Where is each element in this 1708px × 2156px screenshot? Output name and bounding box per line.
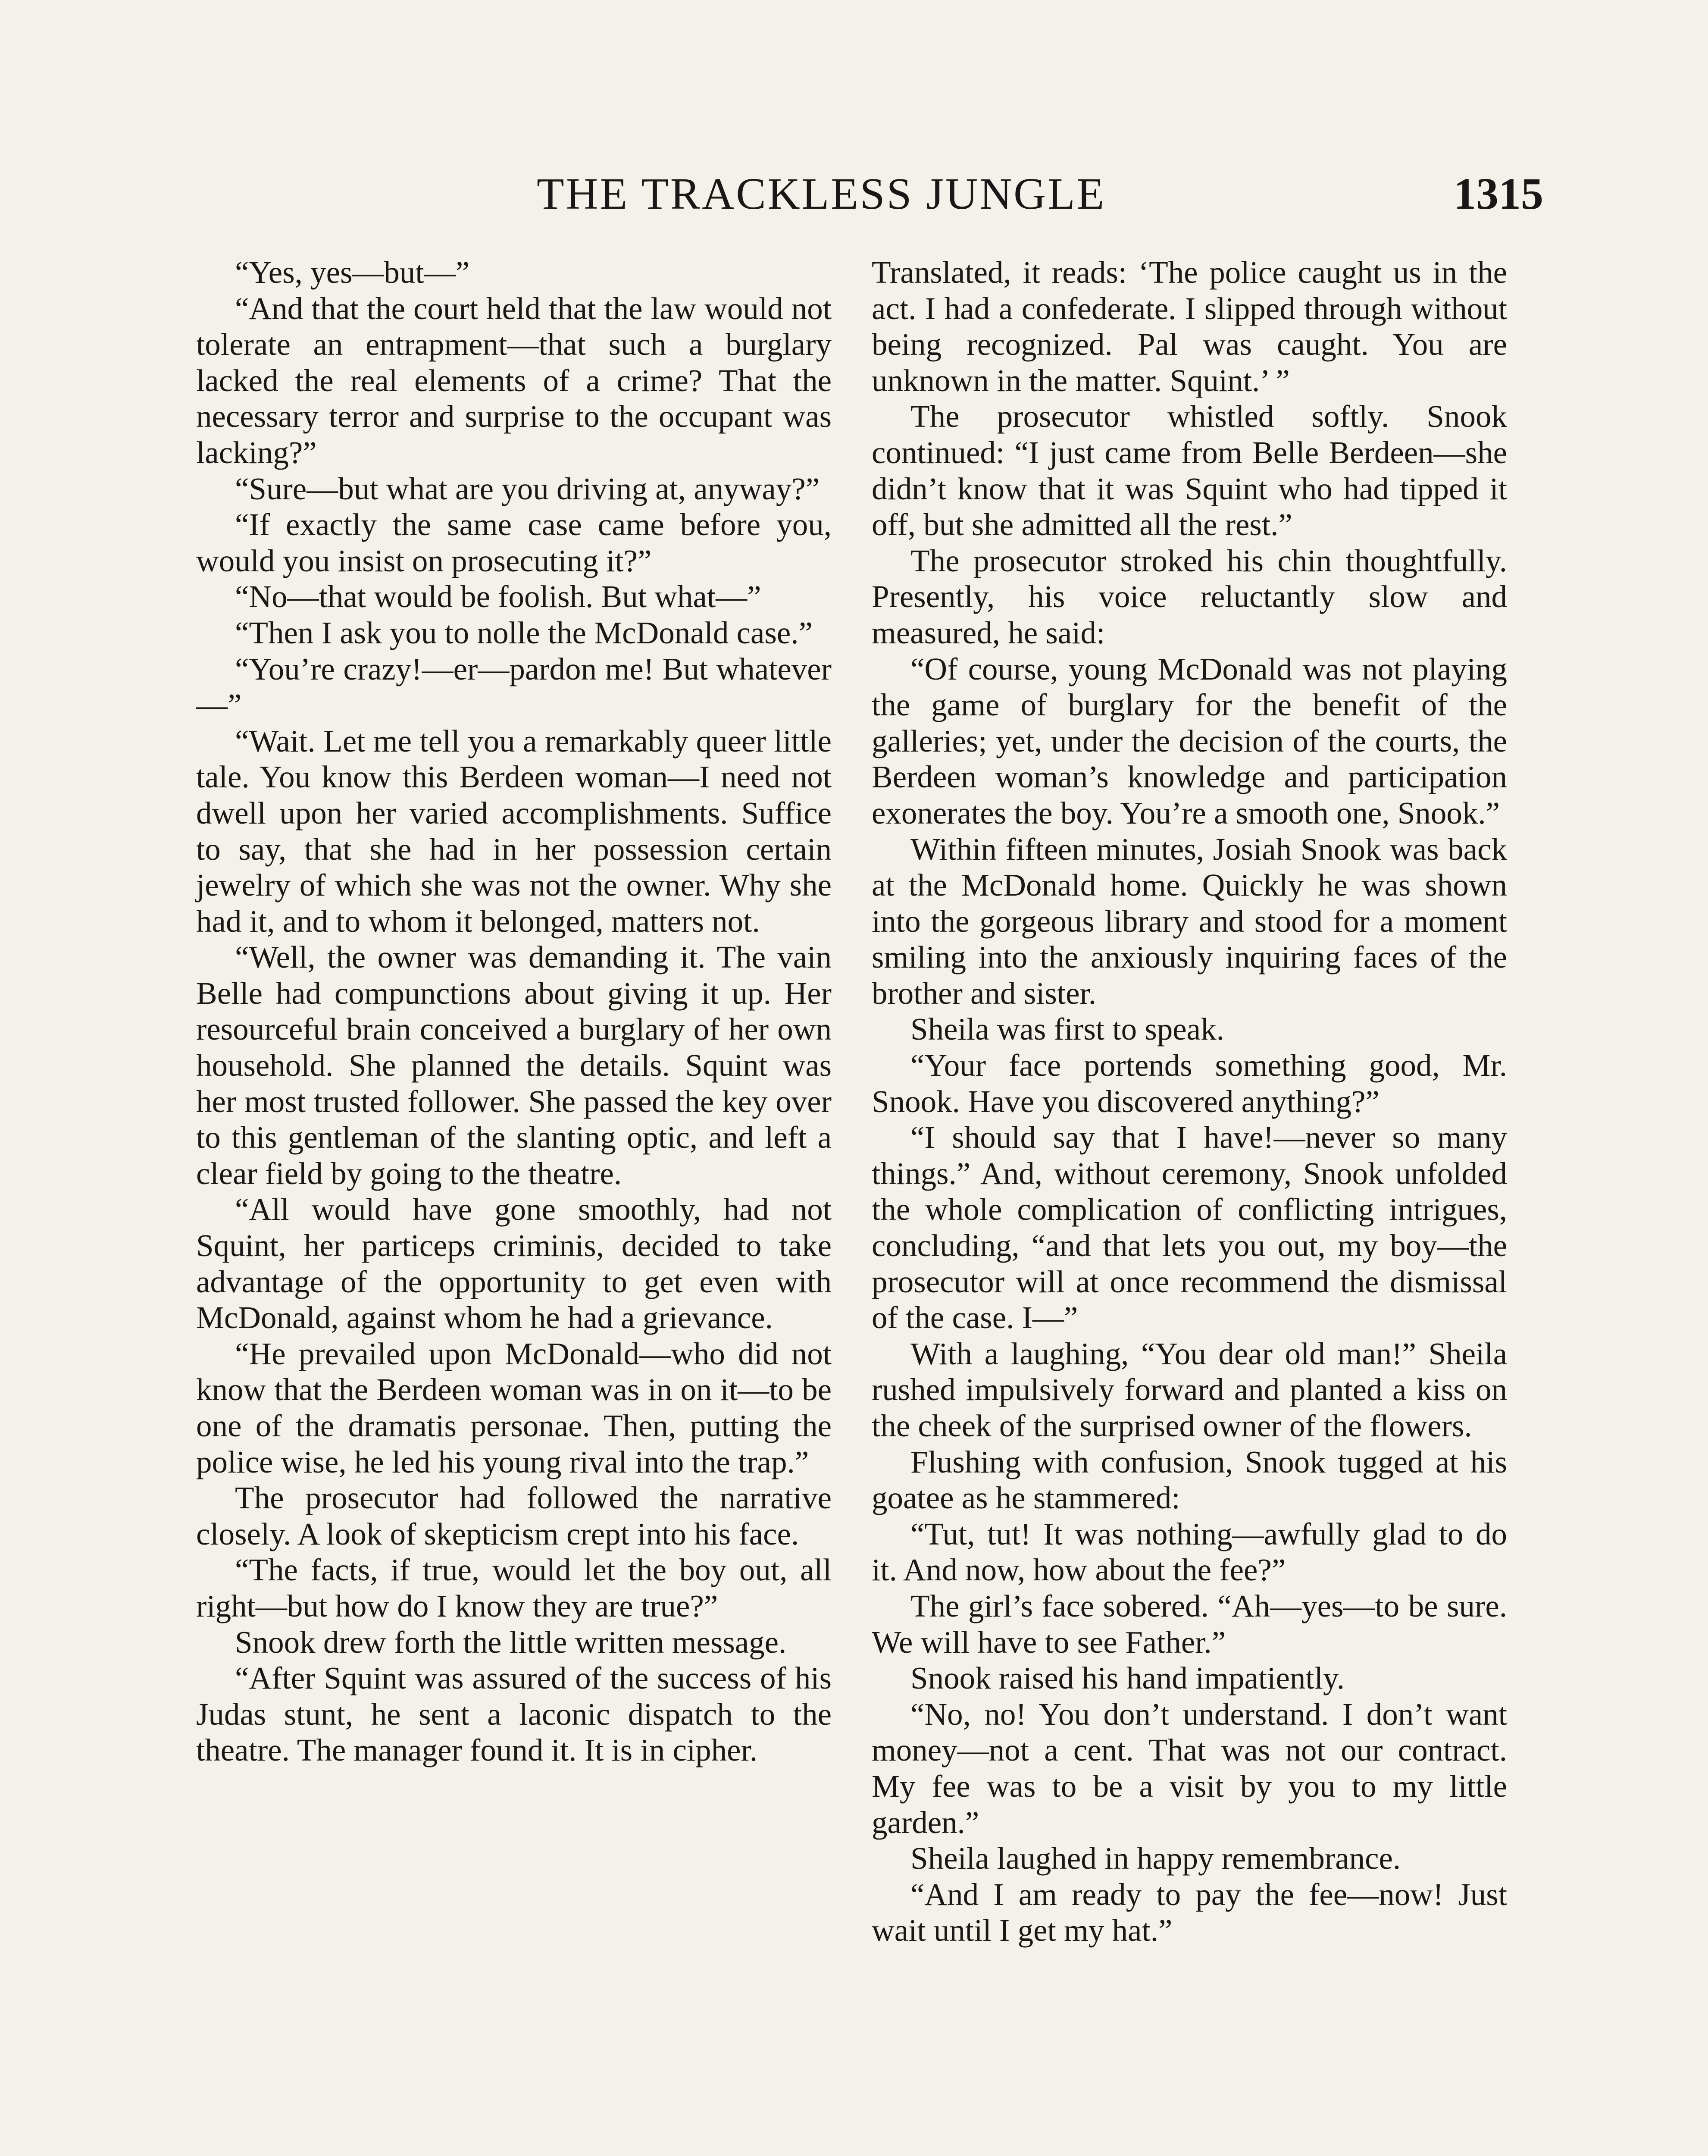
paragraph: The prosecutor stroked his chin thoughtfully. Presently, his voice reluctantly slow and measured, he said: <box>872 543 1507 650</box>
paragraph: “And I am ready to pay the fee—now! Just wait until I get my hat.” <box>872 1877 1507 1948</box>
paragraph: Sheila laughed in happy remembrance. <box>910 1841 1401 1876</box>
paragraph: “Of course, young McDonald was not playing the game of burglary for the benefit of the galleries; yet, under the decision of the courts, the Berdeen woman’s knowledge and participation exonerates the boy. You’re a smooth one, Snook.” <box>872 651 1507 830</box>
paragraph: “No—that would be foolish. But what—” <box>235 579 761 614</box>
paragraph: “Wait. Let me tell you a remarkably queer little tale. You know this Berdeen woman—I need not dwell upon her varied accomplishments. Suffice to say, that she had in her possession certain jewelry of which she was not the owner. Why she had it, and to whom it belonged, matters not. <box>196 723 832 939</box>
paragraph: Within fifteen minutes, Josiah Snook was back at the McDonald home. Quickly he was shown into the gorgeous library and stood for a moment smiling into the anxiously inquiring faces of the brother and sister. <box>872 831 1507 1011</box>
paragraph: “He prevailed upon McDonald—who did not know that the Berdeen woman was in on it—to be one of the dramatis personae. Then, putting the police wise, he led his young rival into the trap.” <box>196 1336 832 1479</box>
paragraph: “Well, the owner was demanding it. The vain Belle had compunctions about giving it up. Her resourceful brain conceived a burglary of her own household. She planned the details. Squint was her most trusted follower. She passed the key over to this gentleman of the slanting optic, and left a clear field by going to the theatre. <box>196 940 832 1191</box>
paragraph: Sheila was first to speak. <box>910 1012 1224 1047</box>
paragraph: “The facts, if true, would let the boy out, all right—but how do I know they are true?” <box>196 1552 832 1623</box>
paragraph: “Sure—but what are you driving at, anyway?” <box>235 471 820 506</box>
paragraph: “Your face portends something good, Mr. Snook. Have you discovered anything?” <box>872 1048 1507 1119</box>
paragraph: “You’re crazy!—er—pardon me! But whatever—” <box>196 651 832 723</box>
paragraph: “Tut, tut! It was nothing—awfully glad to do it. And now, how about the fee?” <box>872 1516 1507 1588</box>
paragraph: “No, no! You don’t understand. I don’t want money—not a cent. That was not our contract. My fee was to be a visit by you to my little garden.” <box>872 1696 1507 1840</box>
paragraph: “Yes, yes—but—” <box>235 255 470 290</box>
paragraph: “And that the court held that the law would not tolerate an entrapment—that such a burglary lacked the real elements of a crime? That the necessary terror and surprise to the occupant was lacking?” <box>196 291 832 470</box>
paragraph: “If exactly the same case came before you, would you insist on prosecuting it?” <box>196 507 832 578</box>
paragraph: “I should say that I have!—never so many things.” And, without ceremony, Snook unfolded the whole complication of conflicting intrigues, concluding, “and that lets you out, my boy—the prosecutor will at once recommend the dismissal of the case. I—” <box>872 1120 1507 1335</box>
paragraph-continued: Translated, it reads: ‘The police caught us in the act. I had a confederate. I slipped through without being recognized. Pal was caught. You are unknown in the matter. Squint.’ ” <box>872 255 1507 398</box>
paragraph: “After Squint was assured of the success of his Judas stunt, he sent a laconic dispatch to the theatre. The manager found it. It is in cipher. <box>196 1661 832 1768</box>
paragraph: The prosecutor had followed the narrative closely. A look of skepticism crept into his face. <box>196 1480 832 1551</box>
paragraph: “All would have gone smoothly, had not Squint, her particeps criminis, decided to take advantage of the opportunity to get even with McDonald, against whom he had a grievance. <box>196 1192 832 1335</box>
paragraph: With a laughing, “You dear old man!” Sheila rushed impulsively forward and planted a kiss on the cheek of the surprised owner of the flowers. <box>872 1336 1507 1443</box>
paragraph: Snook drew forth the little written message. <box>235 1624 787 1660</box>
page-header <box>0 164 1708 224</box>
right-column <box>872 254 1507 1949</box>
paragraph: Flushing with confusion, Snook tugged at his goatee as he stammered: <box>872 1444 1507 1516</box>
paragraph: The girl’s face sobered. “Ah—yes—to be sure. We will have to see Father.” <box>872 1588 1507 1660</box>
paragraph: Snook raised his hand impatiently. <box>910 1661 1345 1696</box>
paragraph: “Then I ask you to nolle the McDonald case.” <box>235 615 813 650</box>
left-column <box>196 254 832 1768</box>
page-number: 1315 <box>1454 169 1543 219</box>
running-title: THE TRACKLESS JUNGLE <box>537 169 1106 219</box>
paragraph: The prosecutor whistled softly. Snook continued: “I just came from Belle Berdeen—she didn’t know that it was Squint who had tipped it off, but she admitted all the rest.” <box>872 399 1507 542</box>
